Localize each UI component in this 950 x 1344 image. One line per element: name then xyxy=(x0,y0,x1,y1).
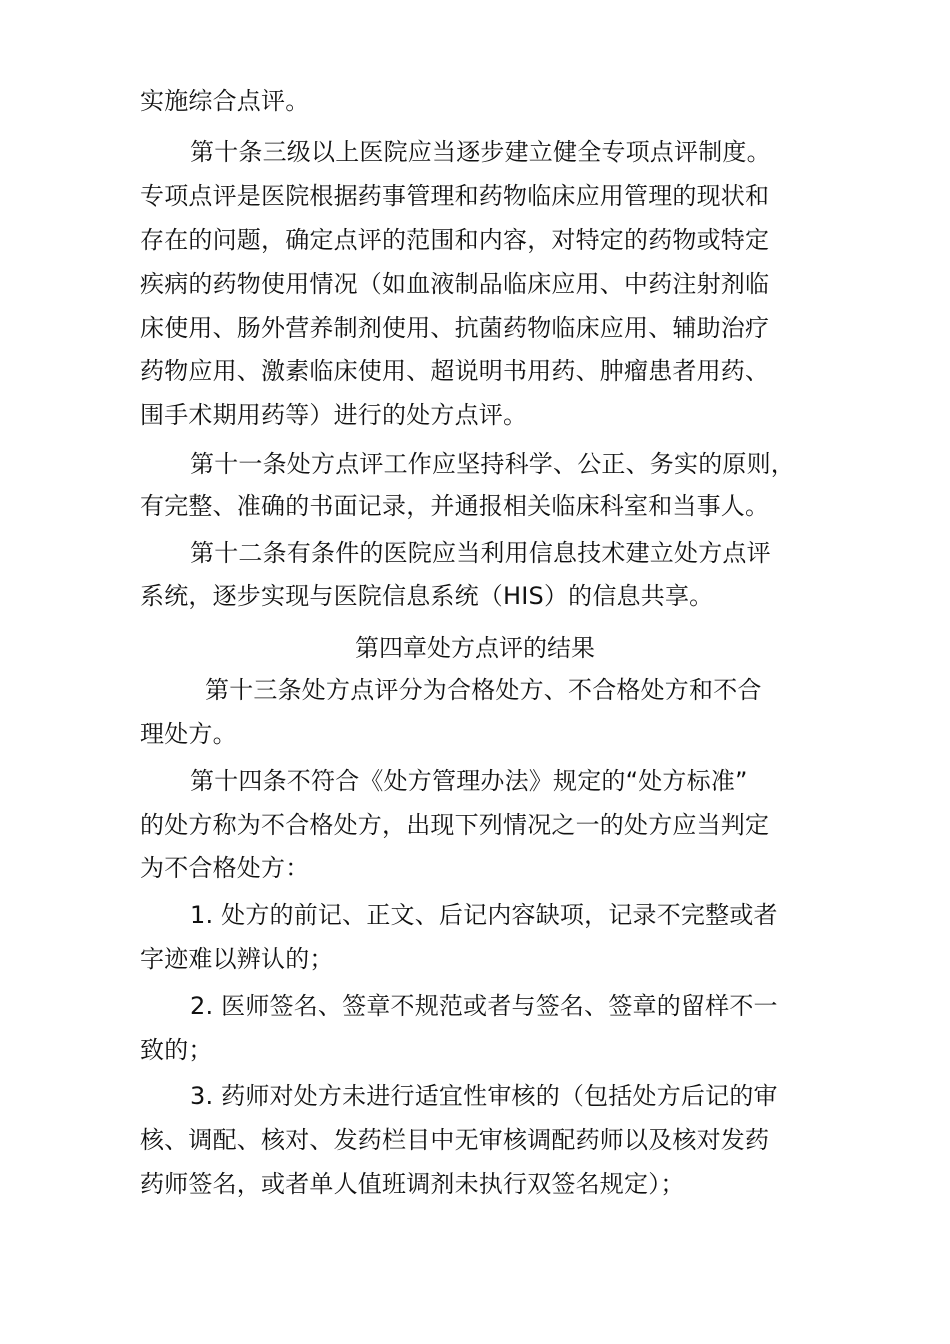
text-line: 实施综合点评。 xyxy=(140,87,310,115)
text-line: 药物应用、激素临床使用、超说明书用药、肿瘤患者用药、 xyxy=(140,357,770,385)
text-line: 床使用、肠外营养制剂使用、抗菌药物临床应用、辅助治疗 xyxy=(140,314,770,342)
text-line: 的处方称为不合格处方，出现下列情况之一的处方应当判定 xyxy=(140,811,770,839)
article-13-line: 第十三条处方点评分为合格处方、不合格处方和不合 xyxy=(205,676,762,704)
list-item-3-line: 3. 药师对处方未进行适宜性审核的（包括处方后记的审 xyxy=(190,1082,778,1110)
list-item-2-line: 2. 医师签名、签章不规范或者与签名、签章的留样不一 xyxy=(190,992,778,1020)
article-10-line: 第十条三级以上医院应当逐步建立健全专项点评制度。 xyxy=(190,138,771,166)
article-12-line: 第十二条有条件的医院应当利用信息技术建立处方点评 xyxy=(190,539,771,567)
text-line: 有完整、准确的书面记录，并通报相关临床科室和当事人。 xyxy=(140,492,770,520)
chapter-heading: 第四章处方点评的结果 xyxy=(355,634,595,662)
text-line: 理处方。 xyxy=(140,720,237,748)
text-line: 为不合格处方： xyxy=(140,854,310,882)
text-line: 系统，逐步实现与医院信息系统（HIS）的信息共享。 xyxy=(140,582,714,610)
text-line: 围手术期用药等）进行的处方点评。 xyxy=(140,401,528,429)
text-line: 字迹难以辨认的； xyxy=(140,945,334,973)
text-line: 致的； xyxy=(140,1036,213,1064)
text-line: 存在的问题，确定点评的范围和内容，对特定的药物或特定 xyxy=(140,226,770,254)
article-11-line: 第十一条处方点评工作应坚持科学、公正、务实的原则， xyxy=(190,450,795,478)
article-14-line: 第十四条不符合《处方管理办法》规定的“处方标准” xyxy=(190,767,748,795)
list-item-1-line: 1. 处方的前记、正文、后记内容缺项，记录不完整或者 xyxy=(190,901,778,929)
text-line: 疾病的药物使用情况（如血液制品临床应用、中药注射剂临 xyxy=(140,270,770,298)
text-line: 核、调配、核对、发药栏目中无审核调配药师以及核对发药 xyxy=(140,1126,770,1154)
text-line: 专项点评是医院根据药事管理和药物临床应用管理的现状和 xyxy=(140,182,770,210)
text-line: 药师签名，或者单人值班调剂未执行双签名规定）； xyxy=(140,1170,685,1198)
